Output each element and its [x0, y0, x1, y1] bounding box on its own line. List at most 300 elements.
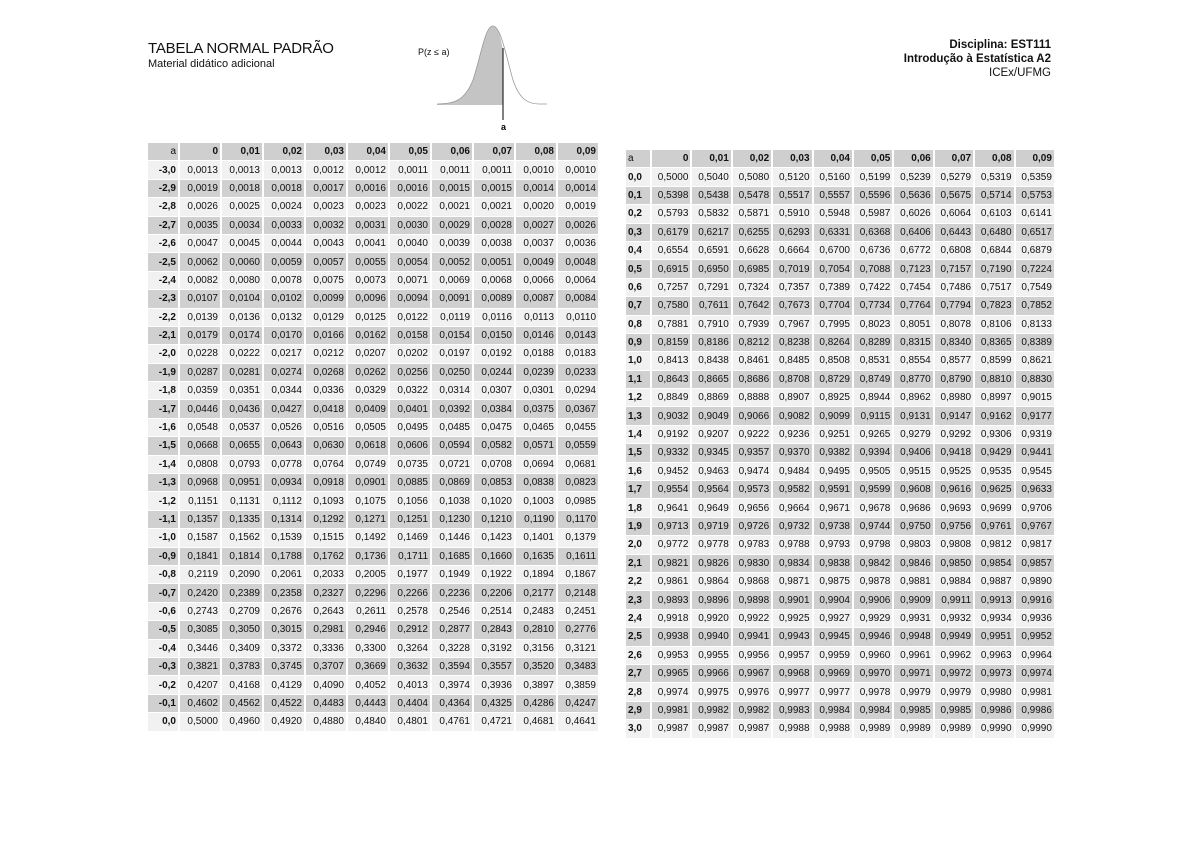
- probability-cell: 0,2743: [180, 603, 220, 620]
- probability-cell: 0,0018: [264, 180, 304, 197]
- probability-cell: 0,0104: [222, 290, 262, 307]
- probability-cell: 0,0016: [348, 180, 388, 197]
- probability-cell: 0,7549: [1016, 279, 1054, 296]
- probability-cell: 0,9927: [814, 610, 852, 627]
- probability-cell: 0,4562: [222, 695, 262, 712]
- probability-cell: 0,5120: [773, 168, 811, 185]
- probability-cell: 0,1762: [306, 548, 346, 565]
- probability-cell: 0,7967: [773, 316, 811, 333]
- probability-cell: 0,9686: [894, 499, 932, 516]
- probability-cell: 0,0035: [180, 217, 220, 234]
- probability-cell: 0,0069: [432, 272, 472, 289]
- probability-cell: 0,9974: [652, 683, 690, 700]
- probability-cell: 0,0018: [222, 180, 262, 197]
- column-header: 0,07: [935, 150, 973, 167]
- probability-cell: 0,1814: [222, 548, 262, 565]
- probability-cell: 0,4013: [390, 676, 430, 693]
- probability-cell: 0,8770: [894, 371, 932, 388]
- probability-cell: 0,1190: [516, 511, 556, 528]
- probability-cell: 0,6772: [894, 242, 932, 259]
- probability-cell: 0,0436: [222, 400, 262, 417]
- table-row: [626, 242, 1054, 259]
- probability-cell: 0,2266: [390, 584, 430, 601]
- probability-cell: 0,9394: [854, 444, 892, 461]
- table-row: [626, 407, 1054, 424]
- probability-cell: 0,8686: [733, 371, 771, 388]
- row-label: 1,5: [626, 444, 650, 461]
- column-header: 0,04: [348, 143, 388, 160]
- table-row: [148, 529, 598, 546]
- probability-cell: 0,5871: [733, 205, 771, 222]
- probability-cell: 0,9967: [733, 665, 771, 682]
- probability-cell: 0,9932: [935, 610, 973, 627]
- probability-cell: 0,0749: [348, 456, 388, 473]
- probability-cell: 0,0401: [390, 400, 430, 417]
- row-label: 2,0: [626, 536, 650, 553]
- probability-cell: 0,3336: [306, 640, 346, 657]
- probability-cell: 0,5557: [814, 187, 852, 204]
- probability-cell: 0,0359: [180, 382, 220, 399]
- probability-cell: 0,9332: [652, 444, 690, 461]
- row-label: 1,7: [626, 481, 650, 498]
- negative-z-table: [146, 142, 600, 732]
- probability-cell: 0,6950: [692, 260, 730, 277]
- probability-cell: 0,3446: [180, 640, 220, 657]
- probability-cell: 0,9406: [894, 444, 932, 461]
- course-label: Introdução à Estatística A2: [903, 53, 1051, 65]
- probability-cell: 0,0170: [264, 327, 304, 344]
- probability-cell: 0,2389: [222, 584, 262, 601]
- row-label: 0,5: [626, 260, 650, 277]
- probability-cell: 0,0537: [222, 419, 262, 436]
- row-label: 0,7: [626, 297, 650, 314]
- probability-cell: 0,9463: [692, 463, 730, 480]
- probability-cell: 0,0869: [432, 474, 472, 491]
- probability-cell: 0,3483: [558, 658, 598, 675]
- probability-cell: 0,0055: [348, 253, 388, 270]
- probability-cell: 0,5040: [692, 168, 730, 185]
- column-header: a: [626, 150, 650, 167]
- probability-cell: 0,3557: [474, 658, 514, 675]
- probability-cell: 0,0606: [390, 437, 430, 454]
- probability-cell: 0,0010: [516, 161, 556, 178]
- probability-cell: 0,0150: [474, 327, 514, 344]
- probability-cell: 0,4247: [558, 695, 598, 712]
- probability-cell: 0,8925: [814, 389, 852, 406]
- probability-cell: 0,9738: [814, 518, 852, 535]
- column-header: 0,03: [306, 143, 346, 160]
- probability-cell: 0,9984: [814, 702, 852, 719]
- probability-cell: 0,5199: [854, 168, 892, 185]
- probability-cell: 0,8289: [854, 334, 892, 351]
- table-row: [148, 290, 598, 307]
- probability-cell: 0,0162: [348, 327, 388, 344]
- probability-cell: 0,0475: [474, 419, 514, 436]
- row-label: -2,0: [148, 345, 178, 362]
- probability-cell: 0,8508: [814, 352, 852, 369]
- probability-cell: 0,0158: [390, 327, 430, 344]
- probability-cell: 0,9370: [773, 444, 811, 461]
- probability-cell: 0,0154: [432, 327, 472, 344]
- probability-cell: 0,8106: [975, 316, 1013, 333]
- probability-cell: 0,8643: [652, 371, 690, 388]
- row-label: -0,7: [148, 584, 178, 601]
- probability-cell: 0,5793: [652, 205, 690, 222]
- row-label: -1,8: [148, 382, 178, 399]
- probability-cell: 0,9803: [894, 536, 932, 553]
- probability-cell: 0,9812: [975, 536, 1013, 553]
- probability-cell: 0,9936: [1016, 610, 1054, 627]
- column-header: 0,04: [814, 150, 852, 167]
- probability-cell: 0,6480: [975, 224, 1013, 241]
- probability-cell: 0,9772: [652, 536, 690, 553]
- probability-cell: 0,9015: [1016, 389, 1054, 406]
- probability-cell: 0,7389: [814, 279, 852, 296]
- table-row: [626, 536, 1054, 553]
- row-label: 2,3: [626, 591, 650, 608]
- probability-cell: 0,4522: [264, 695, 304, 712]
- probability-cell: 0,7852: [1016, 297, 1054, 314]
- probability-cell: 0,0119: [432, 309, 472, 326]
- probability-cell: 0,0019: [558, 198, 598, 215]
- probability-cell: 0,0036: [558, 235, 598, 252]
- page-title: TABELA NORMAL PADRÃO: [148, 40, 334, 57]
- table-row: [148, 272, 598, 289]
- probability-cell: 0,0735: [390, 456, 430, 473]
- probability-cell: 0,9857: [1016, 555, 1054, 572]
- table-row: [626, 168, 1054, 185]
- probability-cell: 0,3821: [180, 658, 220, 675]
- row-label: -2,1: [148, 327, 178, 344]
- probability-cell: 0,8554: [894, 352, 932, 369]
- probability-cell: 0,9968: [773, 665, 811, 682]
- probability-cell: 0,5080: [733, 168, 771, 185]
- probability-cell: 0,0041: [348, 235, 388, 252]
- row-label: 2,1: [626, 555, 650, 572]
- probability-cell: 0,9884: [935, 573, 973, 590]
- probability-cell: 0,7291: [692, 279, 730, 296]
- probability-cell: 0,9484: [773, 463, 811, 480]
- probability-cell: 0,9732: [773, 518, 811, 535]
- row-label: 2,5: [626, 628, 650, 645]
- probability-cell: 0,8438: [692, 352, 730, 369]
- probability-cell: 0,9082: [773, 407, 811, 424]
- probability-cell: 0,9582: [773, 481, 811, 498]
- probability-cell: 0,6293: [773, 224, 811, 241]
- probability-cell: 0,0080: [222, 272, 262, 289]
- probability-cell: 0,2676: [264, 603, 304, 620]
- probability-cell: 0,7580: [652, 297, 690, 314]
- probability-cell: 0,9515: [894, 463, 932, 480]
- probability-cell: 0,7704: [814, 297, 852, 314]
- probability-cell: 0,7422: [854, 279, 892, 296]
- row-label: -2,4: [148, 272, 178, 289]
- probability-cell: 0,0099: [306, 290, 346, 307]
- probability-cell: 0,7734: [854, 297, 892, 314]
- probability-cell: 0,3409: [222, 640, 262, 657]
- probability-cell: 0,0516: [306, 419, 346, 436]
- row-label: 1,3: [626, 407, 650, 424]
- probability-cell: 0,8577: [935, 352, 973, 369]
- probability-cell: 0,5160: [814, 168, 852, 185]
- probability-cell: 0,5359: [1016, 168, 1054, 185]
- point-label: a: [501, 122, 507, 132]
- probability-cell: 0,0096: [348, 290, 388, 307]
- row-label: 2,9: [626, 702, 650, 719]
- probability-cell: 0,7611: [692, 297, 730, 314]
- probability-cell: 0,9625: [975, 481, 1013, 498]
- row-label: 2,6: [626, 647, 650, 664]
- probability-cell: 0,0505: [348, 419, 388, 436]
- probability-cell: 0,9793: [814, 536, 852, 553]
- probability-cell: 0,7257: [652, 279, 690, 296]
- probability-cell: 0,9943: [773, 628, 811, 645]
- row-label: 2,7: [626, 665, 650, 682]
- row-label: -2,3: [148, 290, 178, 307]
- probability-cell: 0,0019: [180, 180, 220, 197]
- probability-cell: 0,9525: [935, 463, 973, 480]
- probability-cell: 0,9959: [814, 647, 852, 664]
- column-header: 0,08: [516, 143, 556, 160]
- probability-cell: 0,9878: [854, 573, 892, 590]
- probability-cell: 0,4286: [516, 695, 556, 712]
- probability-cell: 0,9960: [854, 647, 892, 664]
- probability-cell: 0,9971: [894, 665, 932, 682]
- probability-cell: 0,8023: [854, 316, 892, 333]
- probability-cell: 0,0045: [222, 235, 262, 252]
- probability-cell: 0,6331: [814, 224, 852, 241]
- header-row: [626, 150, 1054, 167]
- probability-cell: 0,8907: [773, 389, 811, 406]
- probability-cell: 0,9981: [652, 702, 690, 719]
- table-row: [148, 603, 598, 620]
- row-label: -0,9: [148, 548, 178, 565]
- probability-cell: 0,0465: [516, 419, 556, 436]
- probability-cell: 0,0446: [180, 400, 220, 417]
- probability-cell: 0,0694: [516, 456, 556, 473]
- probability-cell: 0,0066: [516, 272, 556, 289]
- table-row: [626, 352, 1054, 369]
- probability-cell: 0,0129: [306, 309, 346, 326]
- row-label: -0,1: [148, 695, 178, 712]
- probability-cell: 0,1894: [516, 566, 556, 583]
- row-label: -1,9: [148, 364, 178, 381]
- probability-cell: 0,4681: [516, 713, 556, 730]
- row-label: 0,3: [626, 224, 650, 241]
- header-row: [148, 143, 598, 160]
- probability-cell: 0,8849: [652, 389, 690, 406]
- probability-cell: 0,0102: [264, 290, 304, 307]
- probability-cell: 0,4483: [306, 695, 346, 712]
- probability-cell: 0,9989: [935, 720, 973, 737]
- probability-cell: 0,0034: [222, 217, 262, 234]
- probability-cell: 0,9131: [894, 407, 932, 424]
- probability-cell: 0,4761: [432, 713, 472, 730]
- probability-cell: 0,7939: [733, 316, 771, 333]
- probability-cell: 0,0023: [348, 198, 388, 215]
- probability-cell: 0,7995: [814, 316, 852, 333]
- probability-cell: 0,3669: [348, 658, 388, 675]
- probability-cell: 0,9066: [733, 407, 771, 424]
- probability-cell: 0,0022: [390, 198, 430, 215]
- probability-cell: 0,0375: [516, 400, 556, 417]
- probability-cell: 0,9633: [1016, 481, 1054, 498]
- probability-cell: 0,9981: [1016, 683, 1054, 700]
- probability-cell: 0,9719: [692, 518, 730, 535]
- probability-cell: 0,0183: [558, 345, 598, 362]
- row-label: -0,8: [148, 566, 178, 583]
- probability-cell: 0,9767: [1016, 518, 1054, 535]
- probability-cell: 0,9962: [935, 647, 973, 664]
- probability-cell: 0,2061: [264, 566, 304, 583]
- probability-cell: 0,1660: [474, 548, 514, 565]
- column-header: 0,06: [432, 143, 472, 160]
- probability-cell: 0,0594: [432, 437, 472, 454]
- probability-cell: 0,9664: [773, 499, 811, 516]
- probability-cell: 0,4721: [474, 713, 514, 730]
- probability-cell: 0,8461: [733, 352, 771, 369]
- probability-cell: 0,0049: [516, 253, 556, 270]
- probability-cell: 0,9868: [733, 573, 771, 590]
- table-row: [626, 224, 1054, 241]
- probability-cell: 0,1841: [180, 548, 220, 565]
- probability-cell: 0,4443: [348, 695, 388, 712]
- probability-cell: 0,9955: [692, 647, 730, 664]
- probability-cell: 0,9545: [1016, 463, 1054, 480]
- probability-cell: 0,5517: [773, 187, 811, 204]
- probability-cell: 0,5478: [733, 187, 771, 204]
- probability-cell: 0,9946: [854, 628, 892, 645]
- probability-cell: 0,6664: [773, 242, 811, 259]
- probability-cell: 0,7123: [894, 260, 932, 277]
- table-row: [148, 364, 598, 381]
- table-row: [148, 695, 598, 712]
- probability-cell: 0,1446: [432, 529, 472, 546]
- table-row: [626, 389, 1054, 406]
- table-row: [148, 676, 598, 693]
- probability-cell: 0,0107: [180, 290, 220, 307]
- probability-cell: 0,1423: [474, 529, 514, 546]
- probability-cell: 0,0409: [348, 400, 388, 417]
- probability-cell: 0,9808: [935, 536, 973, 553]
- probability-cell: 0,2483: [516, 603, 556, 620]
- probability-cell: 0,8997: [975, 389, 1013, 406]
- probability-label: P(z ≤ a): [418, 47, 450, 57]
- probability-cell: 0,1736: [348, 548, 388, 565]
- probability-cell: 0,1685: [432, 548, 472, 565]
- probability-cell: 0,9495: [814, 463, 852, 480]
- probability-cell: 0,1379: [558, 529, 598, 546]
- probability-cell: 0,0047: [180, 235, 220, 252]
- probability-cell: 0,4641: [558, 713, 598, 730]
- probability-cell: 0,7823: [975, 297, 1013, 314]
- probability-cell: 0,0207: [348, 345, 388, 362]
- probability-cell: 0,9756: [935, 518, 973, 535]
- probability-cell: 0,9949: [935, 628, 973, 645]
- probability-cell: 0,1314: [264, 511, 304, 528]
- probability-cell: 0,6591: [692, 242, 730, 259]
- probability-cell: 0,0217: [264, 345, 304, 362]
- probability-cell: 0,9982: [733, 702, 771, 719]
- probability-cell: 0,2090: [222, 566, 262, 583]
- probability-cell: 0,0091: [432, 290, 472, 307]
- row-label: -1,2: [148, 492, 178, 509]
- probability-cell: 0,9920: [692, 610, 730, 627]
- probability-cell: 0,9979: [935, 683, 973, 700]
- row-label: 0,1: [626, 187, 650, 204]
- probability-cell: 0,5987: [854, 205, 892, 222]
- probability-cell: 0,0392: [432, 400, 472, 417]
- probability-cell: 0,3897: [516, 676, 556, 693]
- probability-cell: 0,6736: [854, 242, 892, 259]
- probability-cell: 0,0033: [264, 217, 304, 234]
- probability-cell: 0,3300: [348, 640, 388, 657]
- probability-cell: 0,2033: [306, 566, 346, 583]
- table-row: [626, 610, 1054, 627]
- probability-cell: 0,9951: [975, 628, 1013, 645]
- probability-cell: 0,0032: [306, 217, 346, 234]
- probability-cell: 0,9591: [814, 481, 852, 498]
- probability-cell: 0,8621: [1016, 352, 1054, 369]
- probability-cell: 0,0918: [306, 474, 346, 491]
- row-label: -0,5: [148, 621, 178, 638]
- probability-cell: 0,0314: [432, 382, 472, 399]
- probability-cell: 0,0202: [390, 345, 430, 362]
- probability-cell: 0,8830: [1016, 371, 1054, 388]
- probability-cell: 0,7157: [935, 260, 973, 277]
- probability-cell: 0,0078: [264, 272, 304, 289]
- table-row: [148, 198, 598, 215]
- table-row: [626, 463, 1054, 480]
- probability-cell: 0,3936: [474, 676, 514, 693]
- probability-cell: 0,3085: [180, 621, 220, 638]
- probability-cell: 0,1788: [264, 548, 304, 565]
- probability-cell: 0,9990: [1016, 720, 1054, 737]
- probability-cell: 0,0012: [306, 161, 346, 178]
- probability-cell: 0,0122: [390, 309, 430, 326]
- probability-cell: 0,5753: [1016, 187, 1054, 204]
- probability-cell: 0,1977: [390, 566, 430, 583]
- probability-cell: 0,0021: [474, 198, 514, 215]
- probability-cell: 0,9875: [814, 573, 852, 590]
- probability-cell: 0,9977: [773, 683, 811, 700]
- table-row: [148, 382, 598, 399]
- probability-cell: 0,0233: [558, 364, 598, 381]
- probability-cell: 0,9945: [814, 628, 852, 645]
- probability-cell: 0,3050: [222, 621, 262, 638]
- probability-cell: 0,8790: [935, 371, 973, 388]
- probability-cell: 0,9893: [652, 591, 690, 608]
- column-header: 0,09: [558, 143, 598, 160]
- column-header: 0: [180, 143, 220, 160]
- probability-cell: 0,4801: [390, 713, 430, 730]
- probability-cell: 0,8365: [975, 334, 1013, 351]
- probability-cell: 0,9989: [894, 720, 932, 737]
- probability-cell: 0,8980: [935, 389, 973, 406]
- probability-cell: 0,8212: [733, 334, 771, 351]
- probability-cell: 0,1635: [516, 548, 556, 565]
- probability-cell: 0,9821: [652, 555, 690, 572]
- probability-cell: 0,5948: [814, 205, 852, 222]
- probability-cell: 0,0040: [390, 235, 430, 252]
- probability-cell: 0,9965: [652, 665, 690, 682]
- row-label: 2,8: [626, 683, 650, 700]
- probability-cell: 0,5000: [180, 713, 220, 730]
- probability-cell: 0,9941: [733, 628, 771, 645]
- probability-cell: 0,0934: [264, 474, 304, 491]
- probability-cell: 0,9989: [854, 720, 892, 737]
- table-row: [626, 260, 1054, 277]
